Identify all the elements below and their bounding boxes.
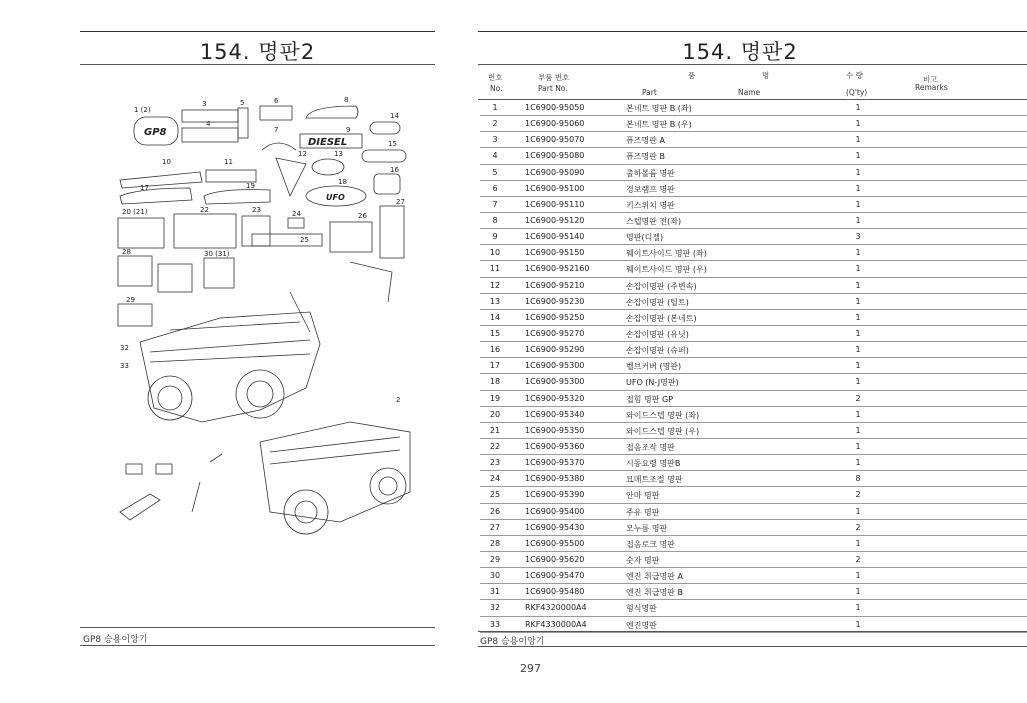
diagram-callout: 27	[396, 198, 405, 206]
cell-part-name: 엔진명판	[626, 620, 657, 630]
cell-no: 12	[489, 280, 501, 290]
diagram-callout: 6	[274, 97, 279, 105]
cell-part-name: 와이드스텝 명판 (좌)	[626, 410, 700, 420]
cell-part-no: 1C6900-95050	[525, 103, 585, 112]
cell-part-name: 키스위치 명판	[626, 200, 675, 210]
diagram-callout: 20 (21)	[122, 208, 148, 216]
table-row	[480, 278, 1027, 294]
cell-qty: 3	[855, 232, 861, 242]
cell-qty: 1	[855, 361, 861, 371]
cell-qty: 2	[855, 393, 861, 403]
cell-part-name: 벨브커버 (명판)	[626, 362, 682, 372]
cell-part-name: 엔진 취급명판 A	[626, 572, 683, 582]
page-title: 154. 명판2	[682, 40, 798, 64]
cell-part-no: 1C6900-95270	[525, 328, 585, 338]
footer-model: GP8 승용이앙기	[83, 635, 148, 645]
cell-part-no: 1C6900-95090	[525, 167, 585, 177]
diagram-callout: 10	[162, 158, 171, 166]
cell-qty: 1	[855, 409, 861, 419]
cell-no: 23	[489, 458, 501, 468]
cell-part-no: 1C6900-952160	[525, 264, 590, 274]
cell-qty: 1	[855, 425, 861, 435]
cell-part-no: 1C6900-95290	[525, 345, 585, 355]
cell-part-no: 1C6900-95360	[525, 441, 585, 451]
footer-bottom-rule	[80, 645, 435, 646]
diagram-callout: 17	[140, 184, 149, 192]
cell-qty: 2	[855, 522, 861, 532]
cell-part-no: 1C6900-95380	[525, 474, 585, 484]
cell-no: 15	[489, 328, 501, 338]
cell-part-no: 1C6900-95500	[525, 538, 585, 548]
cell-part-no: 1C6900-95430	[525, 522, 585, 532]
diagram-callout: 32	[120, 344, 129, 352]
cell-qty: 1	[855, 135, 861, 145]
cell-part-name: 퓨즈명판 A	[626, 136, 665, 146]
top-rule	[478, 31, 1027, 32]
diagram-callout: 13	[334, 150, 343, 158]
cell-no: 7	[492, 199, 498, 209]
table-row	[480, 197, 1027, 213]
header-name-kr-2: 명	[762, 71, 770, 80]
cell-no: 31	[489, 587, 501, 597]
cell-part-no: 1C6900-95350	[525, 425, 585, 435]
header-name-en-1: Part	[642, 88, 657, 97]
table-row	[480, 374, 1027, 390]
cell-qty: 1	[855, 248, 861, 258]
cell-no: 20	[489, 409, 501, 419]
table-row	[480, 439, 1027, 455]
cell-part-name: UFO (N-J명판)	[626, 378, 679, 388]
table-row	[480, 245, 1027, 261]
left-page	[0, 0, 460, 703]
cell-part-name: 경보램프 명판	[626, 184, 675, 194]
table-row	[480, 165, 1027, 181]
cell-no: 10	[489, 248, 501, 258]
cell-qty: 1	[855, 167, 861, 177]
cell-no: 25	[489, 490, 501, 500]
header-remarks-kr: 비고	[923, 75, 938, 84]
cell-no: 8	[492, 215, 498, 225]
cell-part-name: 손잡이명판 (본네트)	[626, 313, 697, 323]
table-row	[480, 181, 1027, 197]
cell-qty: 1	[855, 377, 861, 387]
cell-no: 9	[492, 232, 498, 242]
diagram-callout: 12	[298, 150, 307, 158]
cell-qty: 1	[855, 119, 861, 129]
right-page	[460, 0, 1027, 703]
header-qty-en: (Q'ty)	[846, 88, 868, 97]
diagram-callout: 28	[122, 248, 131, 256]
cell-part-name: 시동요령 명판B	[626, 459, 681, 469]
cell-qty: 2	[855, 490, 861, 500]
cell-no: 1	[492, 103, 498, 112]
cell-no: 29	[489, 554, 501, 564]
table-row	[480, 407, 1027, 423]
cell-no: 2	[492, 119, 498, 129]
table-row	[480, 391, 1027, 407]
diagram-callout: 1 (2)	[134, 106, 151, 114]
diagram-callout: 14	[390, 112, 399, 120]
parts-diagram	[110, 92, 430, 552]
cell-no: 13	[489, 296, 501, 306]
parts-table	[480, 100, 1027, 633]
table-row	[480, 229, 1027, 245]
header-no-en: No.	[490, 84, 503, 93]
cell-part-no: 1C6900-95080	[525, 151, 585, 161]
top-rule	[80, 31, 435, 32]
cell-part-name: 접음로크 명판	[626, 539, 675, 549]
cell-no: 4	[492, 151, 498, 161]
diagram-callout: 2	[396, 396, 401, 404]
cell-qty: 1	[855, 571, 861, 581]
cell-part-no: 1C6900-95250	[525, 312, 585, 322]
cell-part-no: 1C6900-95140	[525, 232, 585, 242]
table-row	[480, 294, 1027, 310]
cell-part-name: 손잡이명판 (슈퍼)	[626, 346, 689, 356]
diagram-callout: 8	[344, 96, 349, 104]
cell-qty: 1	[855, 264, 861, 274]
header-qty-kr: 수 량	[846, 71, 863, 80]
cell-no: 19	[489, 393, 501, 403]
table-row	[480, 584, 1027, 600]
table-row	[480, 600, 1027, 616]
cell-qty: 1	[855, 603, 861, 613]
cell-part-name: 본네트 명판 B (우)	[626, 120, 692, 130]
cell-part-no: 1C6900-95300	[525, 377, 585, 387]
cell-part-name: 접음조작 명판	[626, 442, 675, 452]
table-row	[480, 536, 1027, 552]
cell-part-name: 손잡이명판 (유닛)	[626, 329, 689, 339]
table-row	[480, 342, 1027, 358]
cell-qty: 1	[855, 215, 861, 225]
cell-part-no: 1C6900-95060	[525, 119, 585, 129]
diagram-callout: 30 (31)	[204, 250, 230, 258]
footer-bottom-rule	[478, 646, 1027, 647]
cell-qty: 1	[855, 103, 861, 112]
cell-no: 30	[489, 571, 501, 581]
diagram-callout: 33	[120, 362, 129, 370]
diagram-callout: 9	[346, 126, 351, 134]
diagram-label: GP8	[144, 127, 167, 138]
cell-part-name: 스텝명판 전(좌)	[626, 216, 682, 226]
cell-no: 26	[489, 506, 501, 516]
cell-qty: 1	[855, 199, 861, 209]
cell-part-no: RKF4320000A4	[525, 603, 587, 613]
cell-qty: 1	[855, 538, 861, 548]
header-name-kr-1: 품	[688, 71, 696, 80]
cell-qty: 1	[855, 506, 861, 516]
cell-part-no: 1C6900-95300	[525, 361, 585, 371]
diagram-callout: 22	[200, 206, 209, 214]
cell-qty: 1	[855, 296, 861, 306]
cell-no: 32	[489, 603, 501, 613]
cell-no: 17	[489, 361, 501, 371]
header-no-kr: 번호	[488, 73, 503, 82]
diagram-callout: 16	[390, 166, 399, 174]
cell-part-no: 1C6900-95100	[525, 183, 585, 193]
table-row	[480, 423, 1027, 439]
header-part-kr: 부품 번호	[538, 73, 570, 82]
cell-qty: 1	[855, 587, 861, 597]
parts-diagram-svg	[110, 92, 430, 552]
table-row	[480, 100, 1027, 116]
diagram-callout: 23	[252, 206, 261, 214]
cell-part-name: 모누름 명판	[626, 523, 668, 533]
cell-part-name: 본네트 명판 B (좌)	[626, 104, 692, 113]
cell-part-name: 형식명판	[626, 604, 657, 614]
cell-part-name: 묘매트조절 명판	[626, 475, 683, 485]
cell-part-no: 1C6900-95120	[525, 215, 585, 225]
cell-part-name: 안마 명판	[626, 491, 660, 501]
cell-no: 11	[489, 264, 501, 274]
cell-no: 6	[492, 183, 498, 193]
cell-part-no: 1C6900-95150	[525, 248, 585, 258]
cell-part-no: 1C6900-95320	[525, 393, 585, 403]
footer-rule	[80, 627, 435, 628]
cell-qty: 1	[855, 619, 861, 629]
diagram-label: DIESEL	[308, 137, 348, 148]
cell-qty: 1	[855, 458, 861, 468]
cell-qty: 1	[855, 328, 861, 338]
cell-part-no: 1C6900-95620	[525, 554, 585, 564]
title-underline	[478, 64, 1027, 65]
table-row	[480, 487, 1027, 503]
table-row	[480, 520, 1027, 536]
diagram-callout: 5	[240, 99, 245, 107]
page-title: 154. 명판2	[199, 40, 316, 64]
diagram-callout: 29	[126, 296, 135, 304]
footer-model: GP8 승용이앙기	[480, 637, 545, 647]
cell-part-name: 손잡이명판 (틸트)	[626, 297, 689, 307]
table-row	[480, 213, 1027, 229]
diagram-callout: 26	[358, 212, 367, 220]
cell-part-name: 접힘 명판 GP	[626, 394, 674, 404]
cell-part-no: 1C6900-95400	[525, 506, 585, 516]
diagram-label: UFO	[326, 193, 345, 202]
header-remarks-en: Remarks	[915, 83, 948, 92]
cell-part-name: 엔진 취급명판 B	[626, 588, 683, 598]
cell-part-no: 1C6900-95340	[525, 409, 585, 419]
cell-part-no: 1C6900-95070	[525, 135, 585, 145]
page-number: 297	[520, 662, 541, 675]
header-name-en-2: Name	[738, 88, 761, 97]
diagram-callout: 3	[202, 100, 207, 108]
cell-part-no: 1C6900-95110	[525, 199, 585, 209]
cell-part-no: RKF4330000A4	[525, 619, 587, 629]
table-row	[480, 148, 1027, 164]
table-row	[480, 358, 1027, 374]
cell-part-no: 1C6900-95210	[525, 280, 585, 290]
table-row	[480, 132, 1027, 148]
cell-no: 18	[489, 377, 501, 387]
cell-no: 5	[492, 167, 498, 177]
cell-qty: 1	[855, 151, 861, 161]
diagram-callout: 18	[338, 178, 347, 186]
cell-part-name: 손잡이명판 (주변속)	[626, 281, 697, 291]
cell-no: 3	[492, 135, 498, 145]
cell-part-no: 1C6900-95470	[525, 571, 585, 581]
cell-part-name: 와이드스텝 명판 (우)	[626, 426, 700, 436]
table-header	[480, 68, 1027, 100]
cell-part-no: 1C6900-95390	[525, 490, 585, 500]
table-row	[480, 552, 1027, 568]
cell-qty: 8	[855, 474, 861, 484]
table-row	[480, 455, 1027, 471]
cell-no: 24	[489, 474, 501, 484]
diagram-callout: 25	[300, 236, 309, 244]
title-underline	[80, 64, 435, 65]
cell-no: 22	[489, 441, 501, 451]
cell-part-no: 1C6900-95230	[525, 296, 585, 306]
cell-qty: 1	[855, 280, 861, 290]
table-row	[480, 568, 1027, 584]
cell-part-name: 출하볼륨 명판	[626, 168, 675, 178]
table-row	[480, 116, 1027, 132]
cell-qty: 1	[855, 312, 861, 322]
diagram-callout: 19	[246, 182, 255, 190]
cell-part-name: 숫자 명판	[626, 555, 660, 565]
table-row	[480, 261, 1027, 277]
diagram-callout: 4	[206, 120, 211, 128]
cell-qty: 1	[855, 441, 861, 451]
diagram-callout: 24	[292, 210, 301, 218]
table-row	[480, 326, 1027, 342]
cell-qty: 1	[855, 345, 861, 355]
cell-part-name: 웨이트사이드 명판 (우)	[626, 265, 707, 275]
table-row	[480, 504, 1027, 520]
cell-qty: 2	[855, 554, 861, 564]
cell-no: 28	[489, 538, 501, 548]
cell-part-name: 명판(디젤)	[626, 233, 664, 243]
cell-qty: 1	[855, 183, 861, 193]
table-row	[480, 471, 1027, 487]
cell-part-no: 1C6900-95370	[525, 458, 585, 468]
cell-part-name: 주유 명판	[626, 507, 660, 517]
footer-rule	[478, 631, 1027, 632]
cell-no: 33	[489, 619, 501, 629]
cell-no: 27	[489, 522, 501, 532]
cell-no: 16	[489, 345, 501, 355]
diagram-callout: 11	[224, 158, 233, 166]
diagram-callout: 15	[388, 140, 397, 148]
cell-no: 21	[489, 425, 501, 435]
diagram-callout: 7	[274, 126, 279, 134]
header-part-en: Part No.	[538, 84, 568, 93]
table-row	[480, 310, 1027, 326]
cell-no: 14	[489, 312, 501, 322]
cell-part-name: 퓨즈명판 B	[626, 152, 665, 162]
cell-part-no: 1C6900-95480	[525, 587, 585, 597]
cell-part-name: 웨이트사이드 명판 (좌)	[626, 249, 707, 259]
